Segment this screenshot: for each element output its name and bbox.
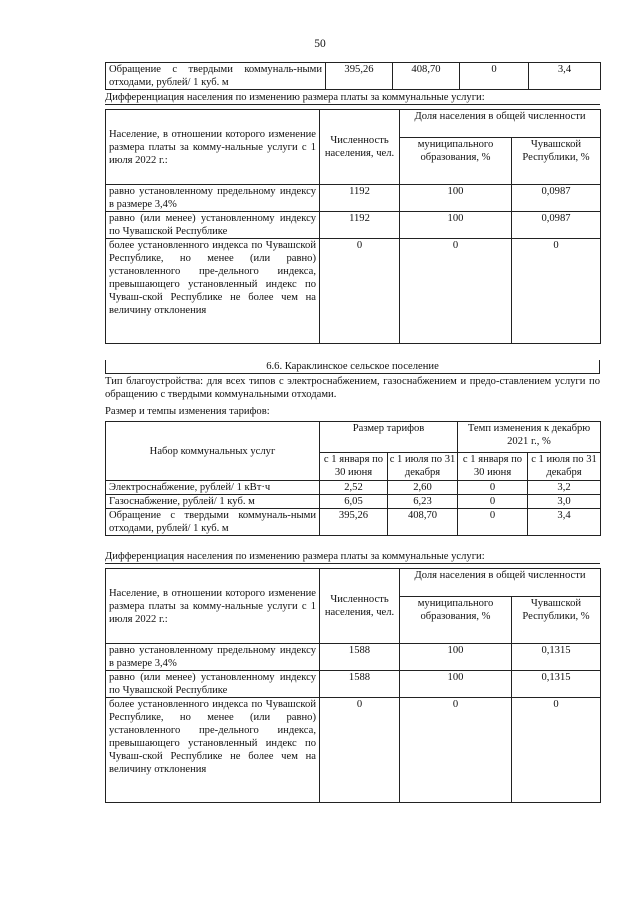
diff-republic: 0,1315 — [512, 671, 601, 698]
table-row — [106, 185, 601, 212]
diff-count: 0 — [320, 698, 400, 803]
diff-republic: 0,1315 — [512, 644, 601, 671]
improvement-text: Тип благоустройства: для всех типов с электроснабжением, газоснабжением и предо-ставлением услуги по обращению с твердыми коммунальными отходами. — [105, 376, 600, 400]
rate-header: Темп изменения к декабрю 2021 г., % — [458, 422, 601, 453]
service-label: Электроснабжение, рублей/ 1 кВт·ч — [106, 481, 320, 495]
top-tariff-table — [105, 62, 601, 90]
rate-jan: 0 — [458, 509, 528, 536]
table-row — [106, 212, 601, 239]
size-header: Размер тарифов — [320, 422, 458, 453]
diff-label: более установленного индекса по Чувашской Республике, но менее (или равно) установленного пре-дельного индекса, превышающего установленный индекс по Чуваш-ской Республике не более чем на величину отклонения — [106, 239, 320, 344]
diff-label: равно (или менее) установленному индексу по Чувашской Республике — [106, 212, 320, 239]
tariff-jul: 408,70 — [388, 509, 458, 536]
diff-label: более установленного индекса по Чувашской Республике, но менее (или равно) установленного пре-дельного индекса, превышающего установленный индекс по Чуваш-ской Республике не более чем на величину отклонения — [106, 698, 320, 803]
rate-jul: 3,4 — [529, 63, 601, 90]
diff-table-2 — [105, 568, 601, 803]
diff-title-2: Дифференциация населения по изменению размера платы за коммунальные услуги: — [105, 550, 600, 564]
rate-jan: 0 — [460, 63, 529, 90]
jan-header: с 1 января по 30 июня — [458, 453, 528, 481]
rate-jul: 3,2 — [528, 481, 601, 495]
section-title: 6.6. Караклинское сельское поселение — [105, 360, 600, 374]
tariff-jan: 395,26 — [326, 63, 393, 90]
count-header: Численность населения, чел. — [320, 569, 400, 644]
diff-municipal: 100 — [400, 644, 512, 671]
count-header: Численность населения, чел. — [320, 110, 400, 185]
diff-republic: 0,0987 — [512, 185, 601, 212]
diff-title-1: Дифференциация населения по изменению размера платы за коммунальные услуги: — [105, 91, 600, 105]
tariff-jan: 6,05 — [320, 495, 388, 509]
tariff-header-row — [106, 422, 601, 453]
rate-jan: 0 — [458, 495, 528, 509]
table-row — [106, 644, 601, 671]
table-row — [106, 239, 601, 344]
services-header: Набор коммунальных услуг — [106, 422, 320, 481]
share-header: Доля населения в общей численности — [400, 569, 601, 597]
diff-count: 1588 — [320, 644, 400, 671]
municipal-header: муниципального образования, % — [400, 597, 512, 644]
diff-count: 1192 — [320, 185, 400, 212]
rate-jan: 0 — [458, 481, 528, 495]
diff-municipal: 0 — [400, 239, 512, 344]
diff-municipal: 100 — [400, 212, 512, 239]
tariff-jan: 2,52 — [320, 481, 388, 495]
diff-table-1 — [105, 109, 601, 344]
diff-count: 1192 — [320, 212, 400, 239]
rate-jul: 3,0 — [528, 495, 601, 509]
rate-jul: 3,4 — [528, 509, 601, 536]
diff-count: 0 — [320, 239, 400, 344]
share-header: Доля населения в общей численности — [400, 110, 601, 138]
tariff-jul: 2,60 — [388, 481, 458, 495]
tariff-jul: 408,70 — [393, 63, 460, 90]
jul-header: с 1 июля по 31 декабря — [528, 453, 601, 481]
diff-label: равно установленному предельному индексу в размере 3,4% — [106, 644, 320, 671]
table-row — [106, 509, 601, 536]
diff-municipal: 100 — [400, 185, 512, 212]
table-row — [106, 698, 601, 803]
service-label: Обращение с твердыми коммуналь-ными отходами, рублей/ 1 куб. м — [106, 509, 320, 536]
diff-label: равно (или менее) установленному индексу по Чувашской Республике — [106, 671, 320, 698]
service-label: Газоснабжение, рублей/ 1 куб. м — [106, 495, 320, 509]
table-row — [106, 63, 601, 90]
municipal-header: муниципального образования, % — [400, 138, 512, 185]
diff-header-row — [106, 110, 601, 138]
diff-republic: 0 — [512, 239, 601, 344]
tariffs-title: Размер и темпы изменения тарифов: — [105, 406, 270, 417]
diff-count: 1588 — [320, 671, 400, 698]
table-row — [106, 481, 601, 495]
table-row — [106, 671, 601, 698]
diff-republic: 0,0987 — [512, 212, 601, 239]
tariff-jul: 6,23 — [388, 495, 458, 509]
diff-municipal: 0 — [400, 698, 512, 803]
diff-label: равно установленному предельному индексу в размере 3,4% — [106, 185, 320, 212]
jul-header: с 1 июля по 31 декабря — [388, 453, 458, 481]
diff-municipal: 100 — [400, 671, 512, 698]
table-row — [106, 495, 601, 509]
population-header: Население, в отношении которого изменение размера платы за комму-нальные услуги с 1 июля 2022 г.: — [106, 569, 320, 644]
republic-header: Чувашской Республики, % — [512, 138, 601, 185]
page-number: 50 — [314, 38, 326, 50]
diff-header-row — [106, 569, 601, 597]
jan-header: с 1 января по 30 июня — [320, 453, 388, 481]
population-header: Население, в отношении которого изменение размера платы за комму-нальные услуги с 1 июля 2022 г.: — [106, 110, 320, 185]
service-label: Обращение с твердыми коммуналь-ными отходами, рублей/ 1 куб. м — [106, 63, 326, 90]
tariff-jan: 395,26 — [320, 509, 388, 536]
tariff-table — [105, 421, 601, 536]
republic-header: Чувашской Республики, % — [512, 597, 601, 644]
diff-republic: 0 — [512, 698, 601, 803]
